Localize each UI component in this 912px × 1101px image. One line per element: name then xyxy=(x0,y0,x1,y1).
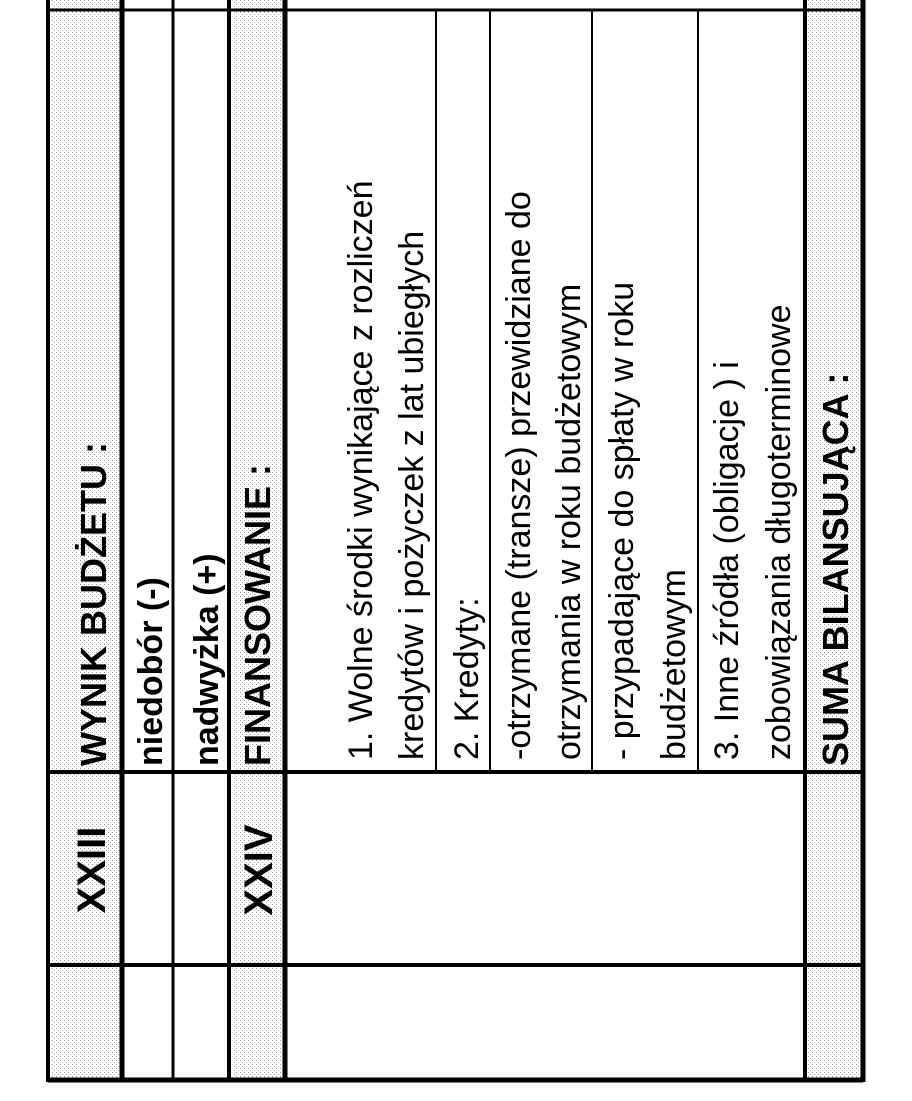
label-suma-bilansujaca: SUMA BILANSUJĄCA : xyxy=(815,372,856,766)
label-kredyty: 2. Kredyty: xyxy=(448,597,486,760)
label-niedobor: niedobór (-) xyxy=(132,577,170,766)
label-inne-zrodla-line2: zobowiązania długoterminowe xyxy=(760,304,798,760)
label-wolne-srodki-line2: kredytów i pożyczek z lat ubiegłych xyxy=(393,230,431,760)
label-finansowanie: FINANSOWANIE : xyxy=(237,464,278,766)
label-wynik-budzetu: WYNIK BUDŻETU : xyxy=(73,442,114,766)
label-otrzymane-line1: -otrzymane (transze) przewidziane do xyxy=(500,191,538,760)
row-number-xxiv: XXIV xyxy=(237,824,281,916)
label-przypadajace-line1: - przypadające do spłaty w roku xyxy=(603,281,641,760)
label-wolne-srodki-line1: 1. Wolne środki wynikające z rozliczeń xyxy=(342,180,380,760)
row-number-xxiii: XXIII xyxy=(70,826,114,914)
label-przypadajace-line2: budżetowym xyxy=(655,569,693,760)
label-inne-zrodla-line1: 3. Inne źródła (obligacje ) i xyxy=(708,361,746,760)
label-nadwyzka: nadwyżka (+) xyxy=(188,553,226,766)
label-otrzymane-line2: otrzymania w roku budżetowym xyxy=(550,283,588,760)
